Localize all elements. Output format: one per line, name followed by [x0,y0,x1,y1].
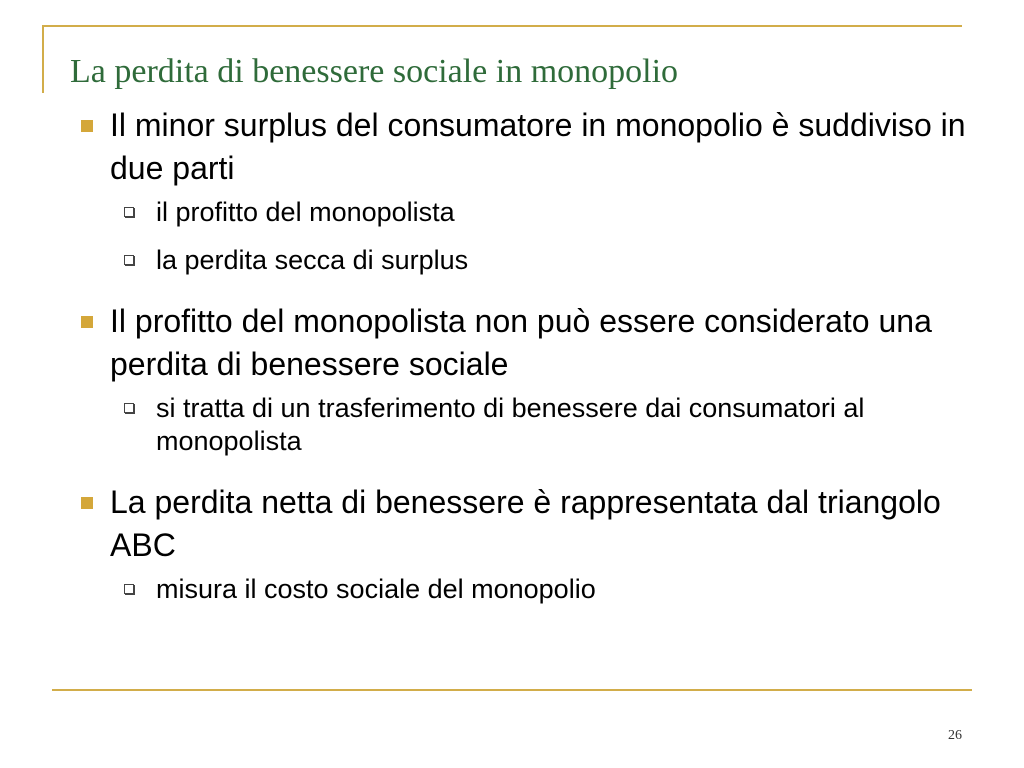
sub-bullet-text: misura il costo sociale del monopolio [156,574,596,604]
sub-bullet-item [78,392,978,458]
bullet-item [78,481,978,567]
bullet-item [78,104,978,190]
box-bullet-icon [124,255,134,265]
slide-title: La perdita di benessere sociale in monopolio [70,53,679,90]
top-border-line [42,25,962,27]
square-bullet-icon [81,120,93,132]
page-number: 26 [948,728,962,743]
square-bullet-icon [81,497,93,509]
square-bullet-icon [81,316,93,328]
box-bullet-icon [124,207,134,217]
bullet-text: La perdita netta di benessere è rappresentata dal triangolo ABC [110,484,941,563]
bullet-item [78,300,978,386]
left-border-line [42,25,44,93]
box-bullet-icon [124,584,134,594]
sub-bullet-text: la perdita secca di surplus [156,245,469,275]
sub-bullet-item [78,573,978,606]
sub-bullet-item [78,244,978,277]
bottom-border-line [52,689,972,691]
sub-bullet-text: il profitto del monopolista [156,197,455,227]
sub-bullet-text: si tratta di un trasferimento di benessere dai consumatori al monopolista [156,393,865,456]
sub-bullet-item [78,196,978,229]
box-bullet-icon [124,403,134,413]
bullet-text: Il minor surplus del consumatore in monopolio è suddiviso in due parti [110,107,966,186]
bullet-text: Il profitto del monopolista non può essere considerato una perdita di benessere sociale [110,303,932,382]
slide-content [78,104,978,621]
